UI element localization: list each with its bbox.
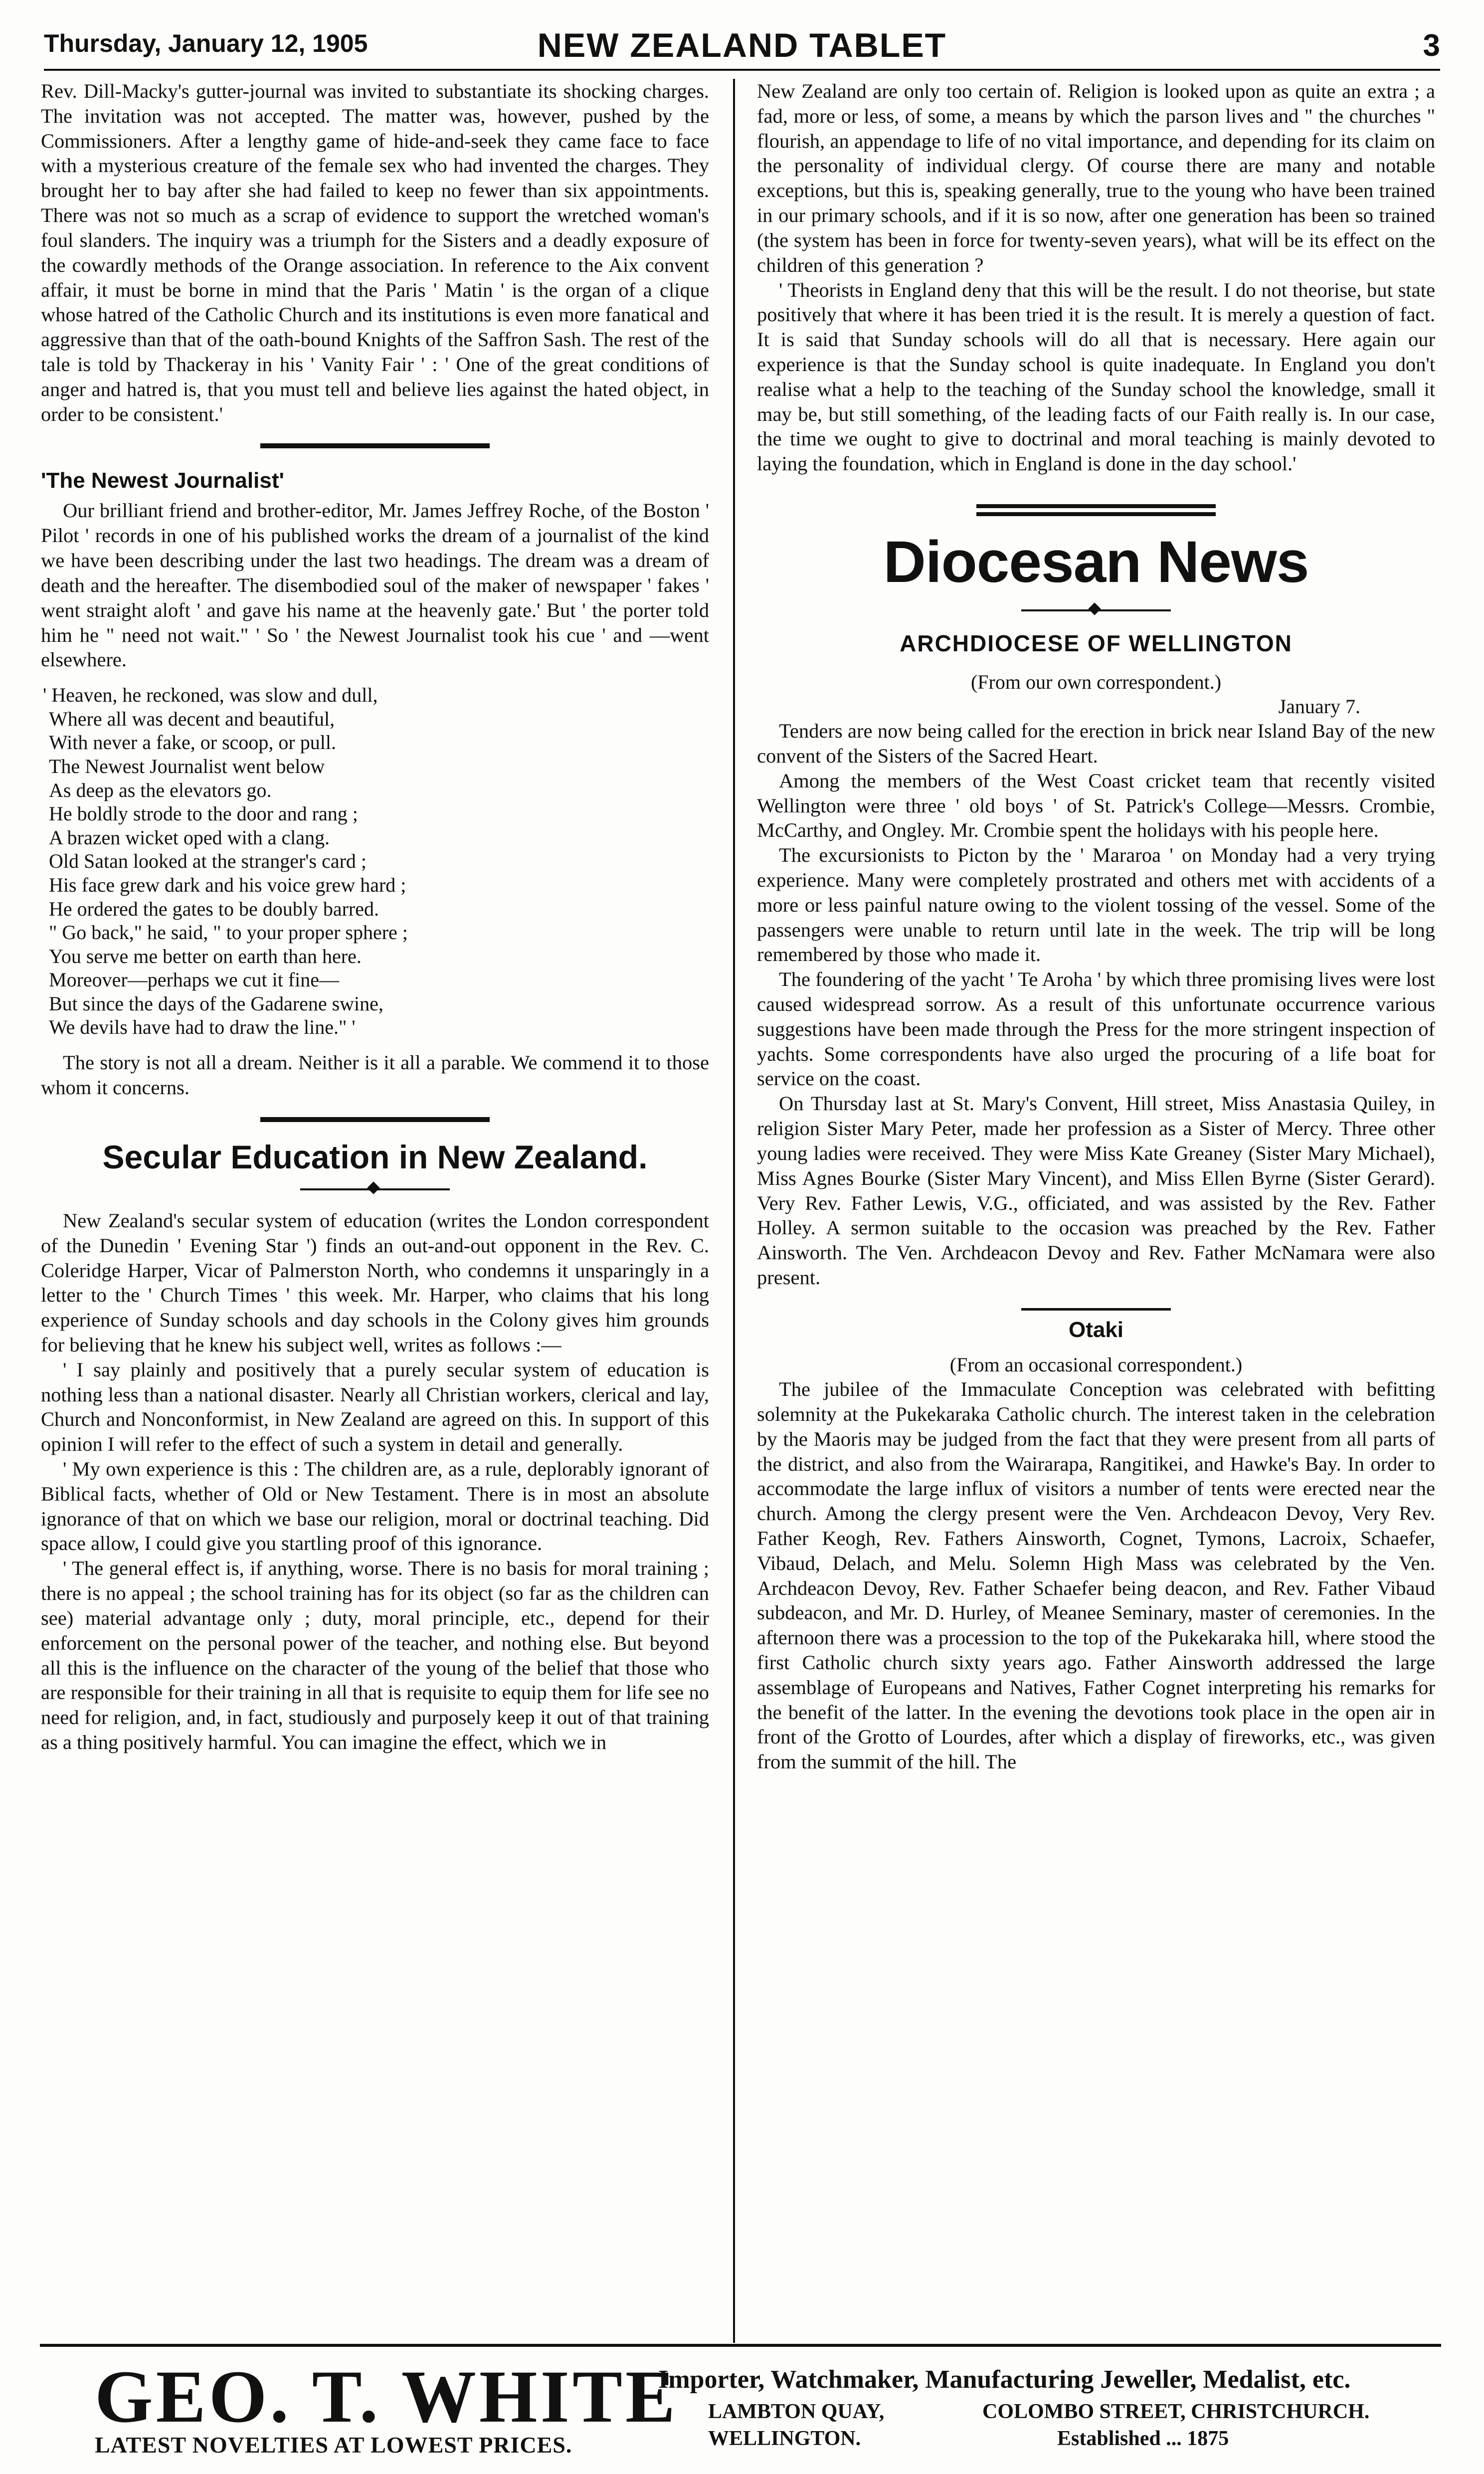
dateline: January 7.: [1278, 695, 1360, 718]
poem-line: Old Satan looked at the stranger's card ;: [49, 850, 367, 873]
advertisement-footer: [40, 2354, 1441, 2464]
page-number: 3: [1423, 28, 1440, 63]
secular-education-heading: Secular Education in New Zealand.: [102, 1138, 648, 1175]
left-column: [41, 79, 709, 2333]
masthead-title: NEW ZEALAND TABLET: [537, 26, 947, 64]
article-paragraph: ' Theorists in England deny that this will be the result. I do not theorise, but state positively that where it has been tried it is the result. It is merely a question of fact. It is said that Sunday schools will do all that is necessary. Here again our experience is that the Sunday school is quite inadequate. In England you don't realise what a help to the teaching of the Sunday school the knowledge, small it may be, but still something, of the leading facts of our Faith really is. In our case, the time we ought to give to doctrinal and moral teaching is mainly devoted to laying the foundation, which in England is done in the day school.': [757, 278, 1435, 475]
issue-date: Thursday, January 12, 1905: [44, 29, 368, 57]
column-divider: [733, 79, 735, 2343]
page-header: [44, 26, 1440, 71]
article-paragraph: Rev. Dill-Macky's gutter-journal was invited to substantiate its shocking charges. The invitation was not accepted. The matter was, however, pushed by the Commissioners. After a lengthy game of hide-and-seek they came face to face with a mysterious creature of the female sex who had invented the charges. They brought her to bay after she had failed to keep no fewer than six appointments. There was not so much as a scrap of evidence to support the wretched woman's foul slanders. The inquiry was a triumph for the Sisters and a deadly exposure of the cowardly methods of the Orange association. In reference to the Aix convent affair, it must be borne in mind that the Paris ' Matin ' is the organ of a clique whose hatred of the Catholic Church and its institutions is even more fanatical and aggressive than that of the oath-bound Knights of the Saffron Sash. The rest of the tale is told by Thackeray in his ' Vanity Fair ' : ' One of the great conditions of anger and hatred is, that you must tell and believe lies against the hated object, in order to be consistent.': [41, 80, 709, 425]
poem-line: A brazen wicket oped with a clang.: [49, 826, 330, 849]
poem-line: Moreover—perhaps we cut it fine—: [49, 968, 340, 991]
footer-divider: [40, 2344, 1441, 2347]
news-paragraph: The foundering of the yacht ' Te Aroha ' by which three promising lives were lost caused widespread sorrow. As a result of this unfortunate occurrence various suggestions have been made through the Press for the more stringent inspection of yachts. Some correspondents have also urged the procuring of a life boat for service on the coast.: [757, 968, 1435, 1090]
section-divider: [1021, 1308, 1171, 1311]
diocesan-news-heading: Diocesan News: [883, 529, 1309, 595]
poem-line: We devils have had to draw the line." ': [49, 1016, 356, 1039]
poem-line: But since the days of the Gadarene swine,: [49, 992, 383, 1015]
advertiser-name: GEO. T. WHITE: [95, 2355, 679, 2438]
section-divider: [976, 504, 1216, 516]
journalist-heading: 'The Newest Journalist': [41, 468, 284, 493]
poem-line: His face grew dark and his voice grew hard ;: [49, 873, 406, 896]
poem-line: As deep as the elevators go.: [49, 778, 272, 801]
established-line: Established ... 1875: [1057, 2427, 1229, 2450]
article-paragraph: ' I say plainly and positively that a purely secular system of education is nothing less than a national disaster. Nearly all Christian workers, clerical and lay, Church and Nonconformist, in New Zealand are agreed on this. In support of this opinion I will refer to the effect of such a system in detail and generally.: [41, 1358, 709, 1456]
article-paragraph: ' My own experience is this : The children are, as a rule, deplorably ignorant of Biblical facts, whether of Old or New Testament. There is in most an absolute ignorance of that on which we base our religion, moral or doctrinal teaching. Did space allow, I could give you startling proof of this ignorance.: [41, 1458, 709, 1555]
ornamental-rule: [1021, 604, 1171, 616]
section-divider: [260, 1117, 490, 1122]
article-paragraph: New Zealand are only too certain of. Religion is looked upon as quite an extra ; a fad, more or less, of some, a means by which the parson lives and " the churches " flourish, an appendage to life of no vital importance, and depending for its claim on the personality of individual clergy. Of course there are many and notable exceptions, but this is, speaking generally, true to the young who have been trained in our primary schools, and if it is so now, after one generation has been so trained (the system has been in force for twenty-seven years), what will be its effect on the children of this generation ?: [757, 80, 1435, 276]
poem-line: He ordered the gates to be doubly barred.: [49, 897, 379, 920]
article-paragraph: Our brilliant friend and brother-editor, Mr. James Jeffrey Roche, of the Boston ' Pilot ' records in one of his published works the dream of a journalist of the kind we have been describing under the last two headings. The dream was a dream of death and the hereafter. The disembodied soul of the maker of newspaper ' fakes ' went straight aloft ' and gave his name at the heavenly gate.' But ' the porter told him he " need not wait." ' So ' the Newest Journalist took his cue ' and —went elsewhere.: [41, 499, 709, 671]
article-paragraph: ' The general effect is, if anything, worse. There is no basis for moral training ; there is no appeal ; the school training has for its object (so far as the children can see) material advantage only ; duty, moral principle, etc., depend for their enforcement on the personal power of the teacher, and nothing else. But beyond all this is the influence on the character of the young of the belief that those who are responsible for their training in all that is requisite to equip them for life see no need for religion, and, in fact, studiously and purposely keep it out of that training as a thing positively harmful. You can imagine the effect, which we in: [41, 1557, 709, 1753]
right-column: [757, 79, 1435, 2333]
news-paragraph: On Thursday last at St. Mary's Convent, Hill street, Miss Anastasia Quiley, in religion Sister Mary Peter, made her profession as a Sister of Mercy. Three other young ladies were received. They were Miss Kate Greaney (Sister Mary Michael), Miss Agnes Bourke (Sister Mary Vincent), and Miss Ellen Byrne (Sister Gerard). Very Rev. Father Lewis, V.G., officiated, and was assisted by the Rev. Father Holley. A sermon suitable to the occasion was preached by the Rev. Father Ainsworth. The Ven. Archdeacon Devoy and Rev. Father McNamara were also present.: [757, 1092, 1435, 1289]
poem-line: ' Heaven, he reckoned, was slow and dull,: [43, 684, 378, 707]
advertiser-trade: Importer, Watchmaker, Manufacturing Jeweller, Medalist, etc.: [658, 2365, 1351, 2394]
poem-line: " Go back," he said, " to your proper sphere ;: [49, 921, 408, 944]
section-divider: [260, 443, 490, 448]
article-paragraph: New Zealand's secular system of education (writes the London correspondent of the Dunedin ' Evening Star ') finds an out-and-out opponent in the Rev. C. Coleridge Harper, Vicar of Palmerston North, who condemns it unsparingly in a letter to the ' Church Times ' this week. Mr. Harper, who claims that his long experience of Sunday schools and day schools in the Colony gives him grounds for believing that he knew his subject well, writes as follows :—: [41, 1209, 709, 1356]
poem-line: With never a fake, or scoop, or pull.: [49, 731, 336, 754]
news-paragraph: Tenders are now being called for the erection in brick near Island Bay of the new convent of the Sisters of the Sacred Heart.: [757, 720, 1435, 767]
news-paragraph: Among the members of the West Coast cricket team that recently visited Wellington were three ' old boys ' of St. Patrick's College—Messrs. Crombie, McCarthy, and Ongley. Mr. Crombie spent the holidays with his people here.: [757, 769, 1435, 842]
archdiocese-heading: ARCHDIOCESE OF WELLINGTON: [900, 630, 1293, 657]
otaki-heading: Otaki: [1068, 1317, 1124, 1342]
poem-line: You serve me better on earth than here.: [49, 945, 362, 967]
correspondent-byline: (From our own correspondent.): [970, 670, 1222, 693]
poem-line: Where all was decent and beautiful,: [49, 707, 335, 730]
article-paragraph: The story is not all a dream. Neither is it all a parable. We commend it to those whom it concerns.: [41, 1051, 709, 1099]
ornamental-rule: [300, 1183, 450, 1195]
news-paragraph: The excursionists to Picton by the ' Mararoa ' on Monday had a very trying experience. Many were completely prostrated and others met with accidents of a more or less painful nature owing to the violent tossing of the vessel. Some of the passengers were unable to return until late in the week. The trip will be long remembered by those who made it.: [757, 844, 1435, 966]
address-line: WELLINGTON.: [708, 2427, 861, 2450]
poem-line: The Newest Journalist went below: [49, 755, 325, 777]
news-paragraph: The jubilee of the Immaculate Conception was celebrated with befitting solemnity at the Pukekaraka Catholic church. The interest taken in the celebration by the Maoris may be judged from the fact that they were present from all parts of the district, and also from the Wairarapa, Rangitikei, and Hawke's Bay. In order to accommodate the large influx of visitors a number of tents were erected near the church. Among the clergy present were the Ven. Archdeacon Devoy, Very Rev. Father Keogh, Rev. Fathers Ainsworth, Cognet, Tymons, Lacroix, Schaefer, Vibaud, Delach, and Melu. Solemn High Mass was celebrated by the Ven. Archdeacon Devoy, Rev. Father Schaefer being deacon, and Rev. Father Vibaud subdeacon, and Mr. D. Hurley, of Meanee Seminary, master of ceremonies. In the afternoon there was a procession to the top of the Pukekaraka hill, where stood the first Catholic church sixty years ago. Father Ainsworth addressed the large assemblage of Europeans and Natives, Father Cognet interpreting his remarks for the benefit of the latter. In the evening the devotions took place in the open air in front of the Grotto of Lourdes, after which a display of fireworks, etc., was given from the summit of the hill. The: [757, 1378, 1435, 1773]
poem-line: He boldly strode to the door and rang ;: [49, 802, 358, 825]
address-line: LAMBTON QUAY,: [708, 2400, 885, 2423]
correspondent-byline: (From an occasional correspondent.): [949, 1353, 1243, 1376]
address-line: COLOMBO STREET, CHRISTCHURCH.: [982, 2400, 1370, 2423]
poem-block: [41, 683, 709, 1039]
advertiser-tagline: LATEST NOVELTIES AT LOWEST PRICES.: [95, 2432, 572, 2458]
